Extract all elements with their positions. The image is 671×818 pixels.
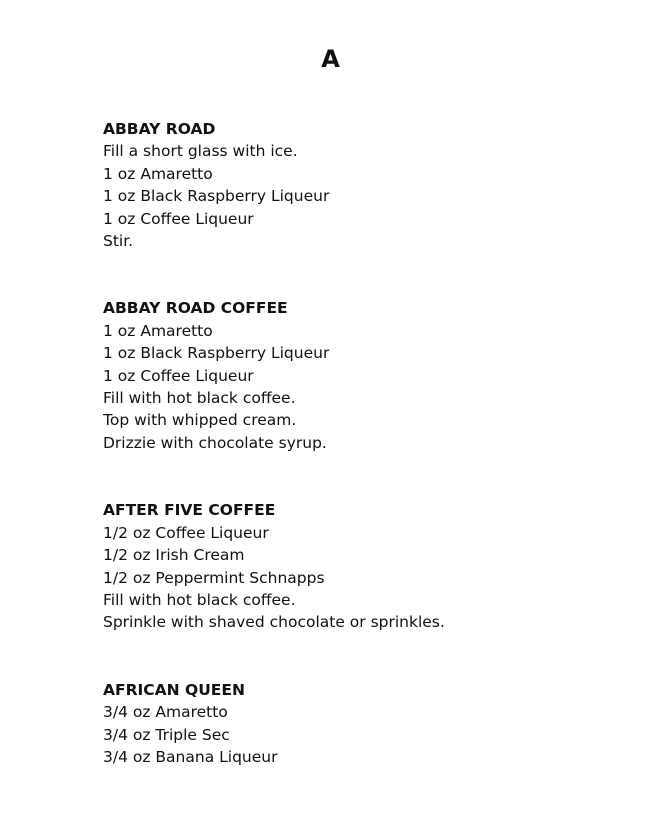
recipe-title: AFTER FIVE COFFEE (103, 501, 276, 520)
recipe-line: Fill with hot black coffee. (103, 389, 296, 408)
recipe-line: Sprinkle with shaved chocolate or sprinkles. (103, 613, 445, 632)
recipe-line: 3/4 oz Amaretto (103, 703, 228, 722)
recipe-line: 1 oz Black Raspberry Liqueur (103, 187, 330, 206)
recipe-after-five-coffee (103, 499, 643, 633)
recipe-abbay-road-coffee (103, 297, 643, 454)
recipe-line: 1 oz Amaretto (103, 321, 213, 340)
recipe-line: 3/4 oz Triple Sec (103, 725, 230, 744)
recipe-line: 1/2 oz Coffee Liqueur (103, 523, 269, 542)
recipe-line: Drizzie with chocolate syrup. (103, 433, 327, 452)
recipe-line: 1/2 oz Peppermint Schnapps (103, 568, 325, 587)
recipe-line: 1/2 oz Irish Cream (103, 546, 245, 565)
recipe-list (103, 118, 643, 813)
recipe-title: AFRICAN QUEEN (103, 680, 245, 699)
recipe-line: Top with whipped cream. (103, 411, 297, 430)
recipe-line: 1 oz Coffee Liqueur (103, 209, 254, 228)
recipe-line: 1 oz Black Raspberry Liqueur (103, 344, 330, 363)
recipe-line: Fill with hot black coffee. (103, 590, 296, 609)
recipe-line: Fill a short glass with ice. (103, 142, 298, 161)
recipe-line: 1 oz Amaretto (103, 164, 213, 183)
recipe-line: Stir. (103, 232, 134, 251)
section-heading: A (321, 45, 340, 73)
recipe-line: 1 oz Coffee Liqueur (103, 366, 254, 385)
recipe-title: ABBAY ROAD COFFEE (103, 299, 288, 318)
recipe-title: ABBAY ROAD (103, 120, 216, 138)
recipe-abbay-road (103, 118, 643, 252)
recipe-african-queen (103, 679, 643, 769)
recipe-line: 3/4 oz Banana Liqueur (103, 747, 278, 766)
